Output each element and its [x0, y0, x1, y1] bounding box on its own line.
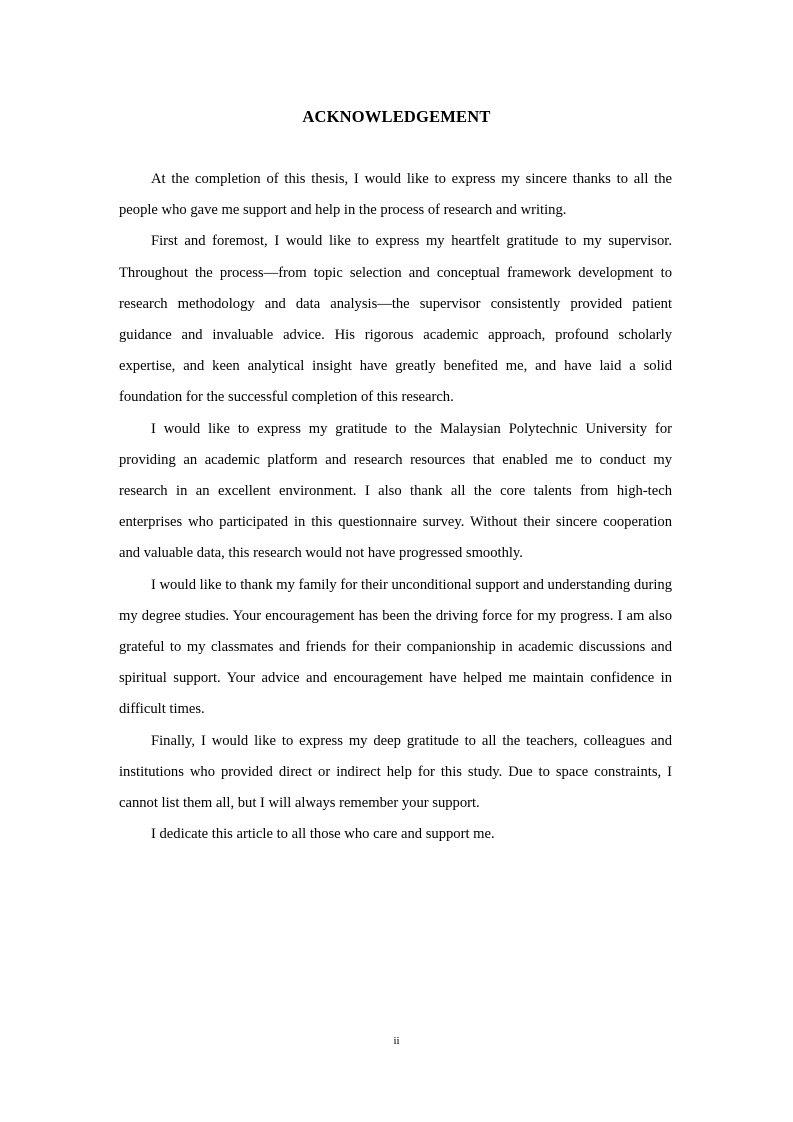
paragraph-supervisor: First and foremost, I would like to express my heartfelt gratitude to my supervisor. Throughout the process—from topic selection and conceptual framework development to research methodology and data analysis—the supervisor consistently provided patient guidance and invaluable advice. His rigorous academic approach, profound scholarly expertise, and keen analytical insight have greatly benefited me, and have laid a solid foundation for the successful completion of this research.	[119, 233, 672, 406]
paragraph-university: I would like to express my gratitude to the Malaysian Polytechnic University for providing an academic platform and research resources that enabled me to conduct my research in an excellent environment. I also thank all the core talents from high-tech enterprises who participated in this questionnaire survey. Without their sincere cooperation and valuable data, this research would not have progressed smoothly.	[119, 420, 672, 562]
page-title: ACKNOWLEDGEMENT	[302, 107, 491, 126]
paragraph-family: I would like to thank my family for their unconditional support and understanding during my degree studies. Your encouragement has been the driving force for my progress. I am also grateful to my classmates and friends for their companionship in academic discussions and spiritual support. Your advice and encouragement have helped me maintain confidence in difficult times.	[119, 576, 672, 718]
paragraph-final-thanks: Finally, I would like to express my deep gratitude to all the teachers, colleagues and institutions who provided direct or indirect help for this study. Due to space constraints, I cannot list them all, but I will always remember your support.	[119, 732, 672, 812]
page-number: ii	[393, 1035, 400, 1047]
paragraph-opening: At the completion of this thesis, I would like to express my sincere thanks to all the people who gave me support and help in the process of research and writing.	[119, 171, 672, 219]
acknowledgement-body	[119, 164, 672, 850]
paragraph-dedication: I dedicate this article to all those who care and support me.	[151, 826, 495, 843]
